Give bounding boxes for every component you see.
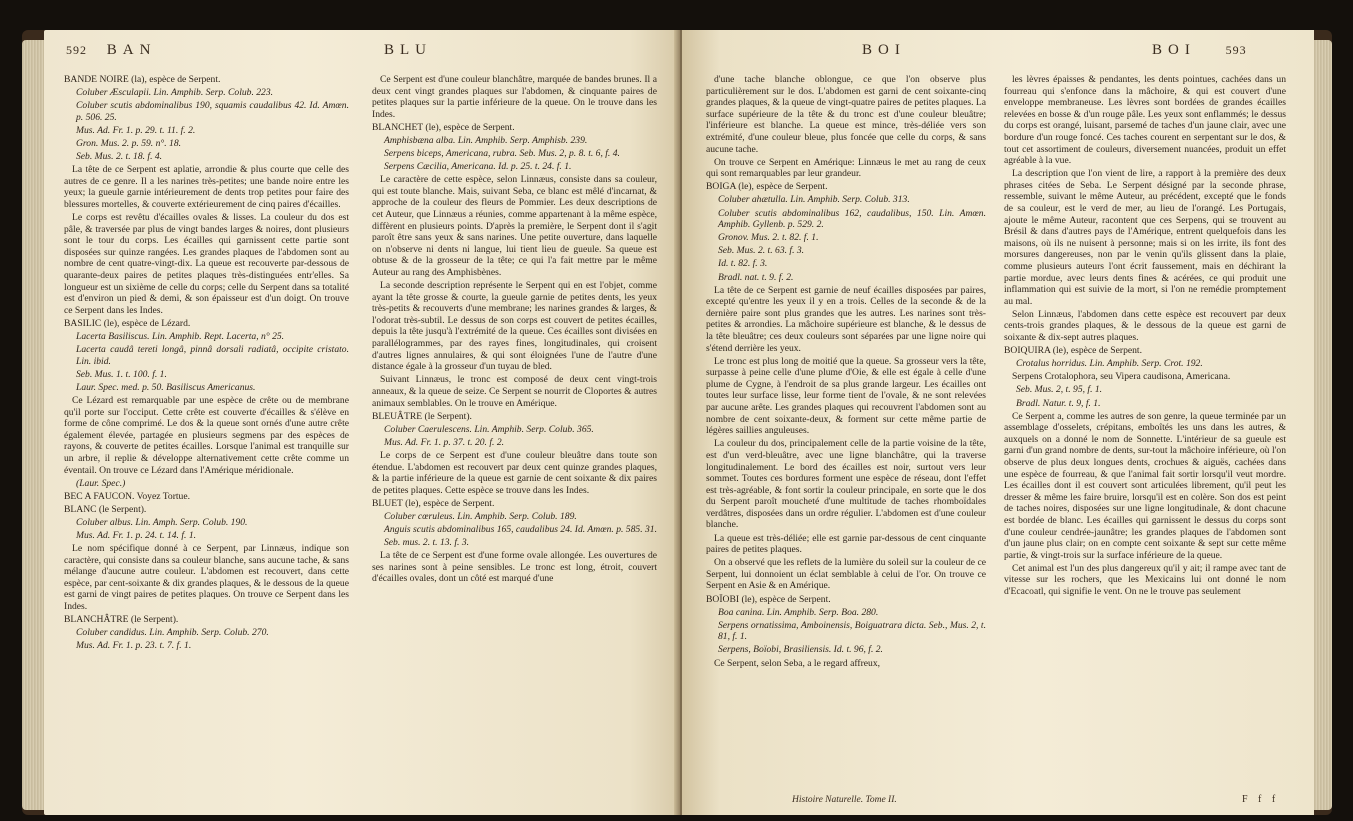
text-paragraph: Gron. Mus. 2. p. 59. n°. 18.	[76, 137, 182, 149]
volume-footer: Histoire Naturelle. Tome II.	[792, 795, 897, 805]
text-paragraph: Serpens biceps, Americana, rubra. Seb. Mus. 2, p. 8. t. 6, f. 4.	[384, 148, 620, 160]
text-paragraph: Seb. mus. 2. t. 13. f. 3.	[384, 537, 470, 549]
left-page-edges	[22, 40, 44, 810]
text-paragraph: Coluber Æsculapii. Lin. Amphib. Serp. Colub. 223.	[76, 87, 274, 99]
text-paragraph: BLANCHÂTRE (le Serpent).	[64, 614, 179, 626]
text-paragraph: Bradl. Natur. t. 9, f. 1.	[1016, 397, 1101, 409]
text-paragraph: Coluber Caerulescens. Lin. Amphib. Serp. Colub. 365.	[384, 423, 594, 435]
left-column-2	[372, 74, 657, 586]
left-page-number: 592	[66, 43, 87, 57]
text-paragraph: Le corps est revêtu d'écailles ovales & lisses. La couleur du dos est pâle, & traversée par plus de vingt bandes larges & noires, dont plusieurs sont le tour du corps. Les écailles qui garnissent cette partie sont disposées sur quinze rangées. Les grandes plaques de l'abdomen sont au nombre de cent quatre-vingt-dix. La queue est recouverte par-dessous de quarante-deux paires de petites plaques très-distinguées entr'elles. Sa longueur est un sixième de celle du corps; celle du Serpent dans sa totalité est d'environ un pied & demi, & son épaisseur est d'un doigt. On trouve ce Serpent dans les Indes.	[64, 212, 349, 316]
right-page	[682, 30, 1314, 815]
text-paragraph: Lacerta caudâ tereti longâ, pinnâ dorsali radiatâ, occipite cristato. Lin. ibid.	[76, 344, 349, 367]
text-paragraph: Seb. Mus. 2, t. 95, f. 1.	[1016, 384, 1103, 396]
right-column-1	[706, 74, 986, 671]
text-paragraph: La tête de ce Serpent est aplatie, arrondie & plus courte que celle des autres de ce genre. Il a les narines très-petites; une bande noire entre les yeux; la gueule garnie intérieurement de dents trop petites pour faire des blessures mortelles, & couverte extérieurement de cinq paires d'écailles.	[64, 164, 349, 210]
right-head-word-2: BOI	[1152, 42, 1196, 58]
text-paragraph: La queue est très-déliée; elle est garnie par-dessous de cent cinquante paires de petites plaques.	[706, 532, 986, 556]
text-paragraph: Le nom spécifique donné à ce Serpent, par Linnæus, indique son caractère, qui consiste dans sa couleur blanche, sans aucune tache, & sans mélange d'aucune autre couleur. L'abdomen est recouvert, dans cette espèce, par cent-soixante & dix grandes plaques, & le dessous de la queue est garni de vingt paires de petites plaques. On trouve ce Serpent dans les Indes.	[64, 543, 349, 613]
right-page-edges	[1314, 40, 1332, 810]
left-head-word: BAN	[106, 42, 157, 58]
text-paragraph: Selon Linnæus, l'abdomen dans cette espèce est recouvert par deux cents-trois grandes plaques, & le dessous de la queue est garni de soixante & dix-sept autres plaques.	[1004, 308, 1286, 344]
text-paragraph: Gronov. Mus. 2. t. 82. f. 1.	[718, 232, 819, 244]
text-paragraph: Crotalus horridus. Lin. Amphib. Serp. Crot. 192.	[1016, 358, 1203, 370]
right-running-head	[862, 42, 906, 59]
text-paragraph: Le caractère de cette espèce, selon Linnæus, consiste dans sa couleur, qui est toute blanche. Mais, suivant Seba, ce blanc est mêlé d'incarnat, & approche de la couleur des fleurs de Pommier. Les deux descriptions de cet Auteur, que Linnæus a réunies, comme appartenant à la même espèce, diffèrent en plusieurs points. D'après la première, le Serpent dont il s'agit paroît être sans yeux & sans narines. Une petite ouverture, dans laquelle on n'observe ni dents ni langue, lui tient lieu de gueule. Sa queue est obtuse & de la grosseur de la tête; ce qui l'a fait mettre par le même Auteur au rang des Amphisbènes.	[372, 174, 657, 278]
text-paragraph: BOIQUIRA (le), espèce de Serpent.	[1004, 345, 1142, 357]
text-paragraph: Serpens ornatissima, Amboinensis, Boiguatrara dicta. Seb., Mus. 2, t. 81, f. 1.	[718, 619, 986, 643]
text-paragraph: Id. t. 82. f. 3.	[718, 258, 768, 270]
text-paragraph: Mus. Ad. Fr. 1. p. 23. t. 7. f. 1.	[76, 640, 192, 652]
text-paragraph: BOIGA (le), espèce de Serpent.	[706, 181, 828, 193]
text-paragraph: BLEUÂTRE (le Serpent).	[372, 410, 472, 422]
left-page	[44, 30, 680, 815]
text-paragraph: Seb. Mus. 2. t. 18. f. 4.	[76, 151, 163, 163]
text-paragraph: Coluber scutis abdominalibus 190, squamis caudalibus 42. Id. Amœn. p. 506. 25.	[76, 100, 349, 123]
open-book	[22, 30, 1332, 815]
text-paragraph: BEC A FAUCON. Voyez Tortue.	[64, 490, 191, 502]
text-paragraph: Cet animal est l'un des plus dangereux qu'il y ait; il rampe avec tant de vitesse sur les rochers, que les Mexicains lui ont donné le nom d'Ecacoatl, qui signifie le vent. On ne le trouve pas seulement	[1004, 562, 1286, 598]
text-paragraph: Coluber scutis abdominalibus 162, caudalibus, 150. Lin. Amœn. Amphib. Gyllenb. p. 529. 2.	[718, 207, 986, 231]
text-paragraph: Boa canina. Lin. Amphib. Serp. Boa. 280.	[718, 606, 879, 618]
text-paragraph: Mus. Ad. Fr. 1. p. 29. t. 11. f. 2.	[76, 124, 196, 136]
text-paragraph: BLANCHET (le), espèce de Serpent.	[372, 121, 515, 133]
text-paragraph: La tête de ce Serpent est garnie de neuf écailles disposées par paires, excepté qu'entre les yeux il y en a trois. Celles de la seconde & de la dernière paire sont plus grandes que les autres. Les narines sont très-petites & arrondies. La mâchoire supérieure est blanche, & le dessus de la tête bleuâtre; ces deux couleurs sont séparées par une ligne noire qui s'étend derrière les yeux.	[706, 284, 986, 354]
text-paragraph: Mus. Ad. Fr. 1. p. 24. t. 14. f. 1.	[76, 529, 197, 541]
text-paragraph: Coluber cœruleus. Lin. Amphib. Serp. Colub. 189.	[384, 510, 577, 522]
text-paragraph: Serpens Crotalophora, seu Vipera caudisona, Americana.	[1012, 371, 1231, 383]
right-page-number: 593	[1225, 43, 1247, 57]
text-paragraph: Laur. Spec. med. p. 50. Basiliscus Americanus.	[76, 381, 256, 393]
text-paragraph: On trouve ce Serpent en Amérique: Linnæus le met au rang de ceux qui sont remarquables par leur grandeur.	[706, 156, 986, 180]
text-paragraph: Lacerta Basiliscus. Lin. Amphib. Rept. Lacerta, n° 25.	[76, 330, 285, 342]
text-paragraph: La description que l'on vient de lire, a rapport à la première des deux phrases citées de Seba. Le Serpent désigné par la seconde phrase, ressemble, suivant le même Auteur, au précédent, excepté que le fonds de sa couleur, est le verd de mer, au lieu de l'orangé. Les Portugais, ajoute le même Auteur, racontent que ces Serpens, qui se trouvent au Brésil & dans d'autres pays de l'Amérique, entrent quelquefois dans les maisons, où ils ne nuisent à personne; mais si on les irrite, ils font des morsures dangereuses, non par le venin qu'ils glissent dans la plaie, comme plusieurs auteurs l'ont écrit faussement, mais en déchirant la partie mordue, avec leurs dents fines & acérées, ce qui produit une inflammation qui est suivie de la mort, si l'on ne remédie promptement au mal.	[1004, 168, 1286, 307]
text-paragraph: Ce Serpent a, comme les autres de son genre, la queue terminée par un assemblage d'osselets, crépitans, emboîtés les uns dans les autres, & auxquels on a donné le nom de Sonnette. L'intérieur de sa gueule est garni d'un grand nombre de dents, sur-tout la mâchoire inférieure, où l'on observe de plus deux longues dents, crochues & aiguës, cachées dans une espèce de fourreau, & que l'animal fait sortir lorsqu'il veut mordre. Les écailles dont il est couvert sont articulées librement, qu'il peut les dresser & même les faire bruire, lorsqu'il est en colère. Son dos est peint de taches noires, disposées sur une ligne longitudinale, & dont chacune est bordée de blanc. Les écailles qui garnissent le dessus du corps sont d'une couleur cendrée-jaunâtre; les grandes plaques de l'abdomen sont d'un jaune plus clair; on en compte cent soixante & sept sur cette même partie, & vingt-trois sur la surface inférieure de la queue.	[1004, 410, 1286, 561]
text-paragraph: BLUET (le), espèce de Serpent.	[372, 497, 495, 509]
text-paragraph: Ce Lézard est remarquable par une espèce de crête ou de membrane qu'il porte sur l'occiput. Cette crête est couverte d'écailles & s'élève en forme de cône comprimé. Le dos & la queue sont ornés d'une autre crête également élevée, partagée en plusieurs segmens par des espèces de rayons, & couverte de petites écailles. Lorsque l'animal est tranquille sur un arbre, il replie & développe alternativement cette crête comme un éventail. On trouve ce Lézard dans l'Amérique méridionale.	[64, 394, 349, 476]
left-col2-head-word: BLU	[384, 42, 432, 58]
right-head-word: BOI	[862, 42, 906, 58]
right-running-head-2	[1152, 42, 1257, 59]
left-col2-head	[384, 42, 432, 59]
text-paragraph: Seb. Mus. 1. t. 100. f. 1.	[76, 368, 167, 380]
text-paragraph: Mus. Ad. Fr. 1. p. 37. t. 20. f. 2.	[384, 436, 505, 448]
text-paragraph: BOÏOBI (le), espèce de Serpent.	[706, 593, 831, 605]
text-paragraph: La couleur du dos, principalement celle de la partie voisine de la tête, est d'un verd-bleuâtre, avec une ligne blanchâtre, qui la traverse longitudinalement. Le bord des écailles est noir, surtout vers leur sommet. Toutes ces bordures forment une espèce de réseau, dont l'effet est très-agréable, & font sortir la couleur principale, en sorte que le dos du Serpent paroît moucheté d'une multitude de taches rhomboïdales verdâtres, disposées dans un ordre régulier. L'abdomen est d'une couleur blanche.	[706, 438, 986, 531]
left-column-1	[64, 74, 349, 653]
text-paragraph: On a observé que les reflets de la lumière du soleil sur la couleur de ce Serpent, lui donnoient un éclat semblable à celui de l'or. On trouve ce Serpent en Asie & en Amérique.	[706, 557, 986, 592]
text-paragraph: La seconde description représente le Serpent qui en est l'objet, comme ayant la tête grosse & courte, la gueule garnie de petites dents, les yeux très-petits & recouverts d'une membrane; les narines grandes & larges, & l'odorat très-subtil. Le dessus de son corps est couvert de petites écailles, depuis la tête jusqu'à l'extrémité de la queue. Ces écailles sont divisées en parallélogrammes, par des rayes fines, longitudinales, qui croisent d'autres lignes annulaires, & qui sont éloignées l'une de l'autre d'une distance égale à la grosseur d'un tuyau de bled.	[372, 280, 657, 373]
left-running-head	[66, 42, 156, 59]
text-paragraph: Seb. Mus. 2. t. 63. f. 3.	[718, 245, 805, 257]
text-paragraph: les lèvres épaisses & pendantes, les dents pointues, cachées dans un fourreau qui s'enfonce dans la mâchoire, & qui est couvert d'une enveloppe membraneuse. Les lèvres sont bordées de grandes écailles relevées en bosse & d'un rouge pâle. Les yeux sont enflammés; le dessus du corps est orangé, luisant, parsemé de taches d'un jaune clair, avec une bordure d'un rouge foncé. Ces taches courent en serpentant sur le dos, & tout cet assortiment de couleurs, diversement nuancées, produit un effet agréable à la vue.	[1004, 74, 1286, 167]
text-paragraph: Ce Serpent, selon Seba, a le regard affreux,	[714, 657, 881, 669]
text-paragraph: Suivant Linnæus, le tronc est composé de deux cent vingt-trois anneaux, & la queue de seize. Ce Serpent se nourrit de Cloportes & autres animaux semblables. On le trouve en Amérique.	[372, 374, 657, 409]
text-paragraph: Coluber candidus. Lin. Amphib. Serp. Colub. 270.	[76, 627, 269, 639]
text-paragraph: Bradl. nat. t. 9. f. 2.	[718, 271, 794, 283]
text-paragraph: (Laur. Spec.)	[76, 477, 126, 489]
text-paragraph: La tête de ce Serpent est d'une forme ovale allongée. Les ouvertures de ses narines sont à peine sensibles. Le tronc est long, étroit, couvert d'écailles ovales, dont un côté est marqué d'une	[372, 550, 657, 585]
right-column-2	[1004, 74, 1286, 599]
text-paragraph: Le corps de ce Serpent est d'une couleur bleuâtre dans toute son étendue. L'abdomen est recouvert par deux cent quinze grandes plaques, & la partie inférieure de la queue est garnie de cent soixante & dix paires de petites plaques. Cette espèce se trouve dans les Indes.	[372, 449, 657, 496]
text-paragraph: d'une tache blanche oblongue, ce que l'on observe plus particulièrement sur le dos. L'abdomen est garni de cent soixante-cinq grandes plaques, & la queue de vingt-quatre paires de petites plaques. La surface supérieure de la tête & du tronc est d'une couleur bleuâtre; l'inférieure est blanche. La queue est mince, très-déliée vers son extrémité, d'une couleur bleue, plus foncée que celle du corps, & sans aucune tache.	[706, 74, 986, 155]
text-paragraph: Coluber ahætulla. Lin. Amphib. Serp. Colub. 313.	[718, 194, 910, 206]
text-paragraph: BASILIC (le), espèce de Lézard.	[64, 317, 191, 329]
text-paragraph: BLANC (le Serpent).	[64, 503, 147, 515]
text-paragraph: Anguis scutis abdominalibus 165, caudalibus 24. Id. Amœn. p. 585. 31.	[384, 523, 657, 535]
text-paragraph: Serpens, Boïobi, Brasiliensis. Id. t. 96, f. 2.	[718, 644, 883, 656]
text-paragraph: Le tronc est plus long de moitié que la queue. Sa grosseur vers la tête, surpasse à peine celle d'une plume d'Oie, & elle est égale à celle d'une plume de Cygne, à l'endroit de sa plus grande largeur. Les écailles ont toutes leur surface lisse, leur forme tient de l'ovale, & ne sont relevées par aucune arête. Les grandes plaques qui recouvrent l'abdomen sont au nombre de cent soixante-deux, & forment sur cette même partie de légères saillies anguleuses.	[706, 355, 986, 437]
text-paragraph: BANDE NOIRE (la), espèce de Serpent.	[64, 74, 221, 85]
text-paragraph: Amphisbæna alba. Lin. Amphib. Serp. Amphisb. 239.	[384, 134, 588, 146]
text-paragraph: Ce Serpent est d'une couleur blanchâtre, marquée de bandes brunes. Il a deux cent vingt grandes plaques sur l'abdomen, & cinquante paires de petites plaques sur la partie inférieure de la queue. On le trouve dans les Indes.	[372, 74, 657, 120]
text-paragraph: Serpens Cæcilia, Americana. Id. p. 25. t. 24. f. 1.	[384, 161, 572, 173]
text-paragraph: Coluber albus. Lin. Amph. Serp. Colub. 190.	[76, 516, 248, 528]
signature-mark: F f f	[1242, 794, 1280, 805]
